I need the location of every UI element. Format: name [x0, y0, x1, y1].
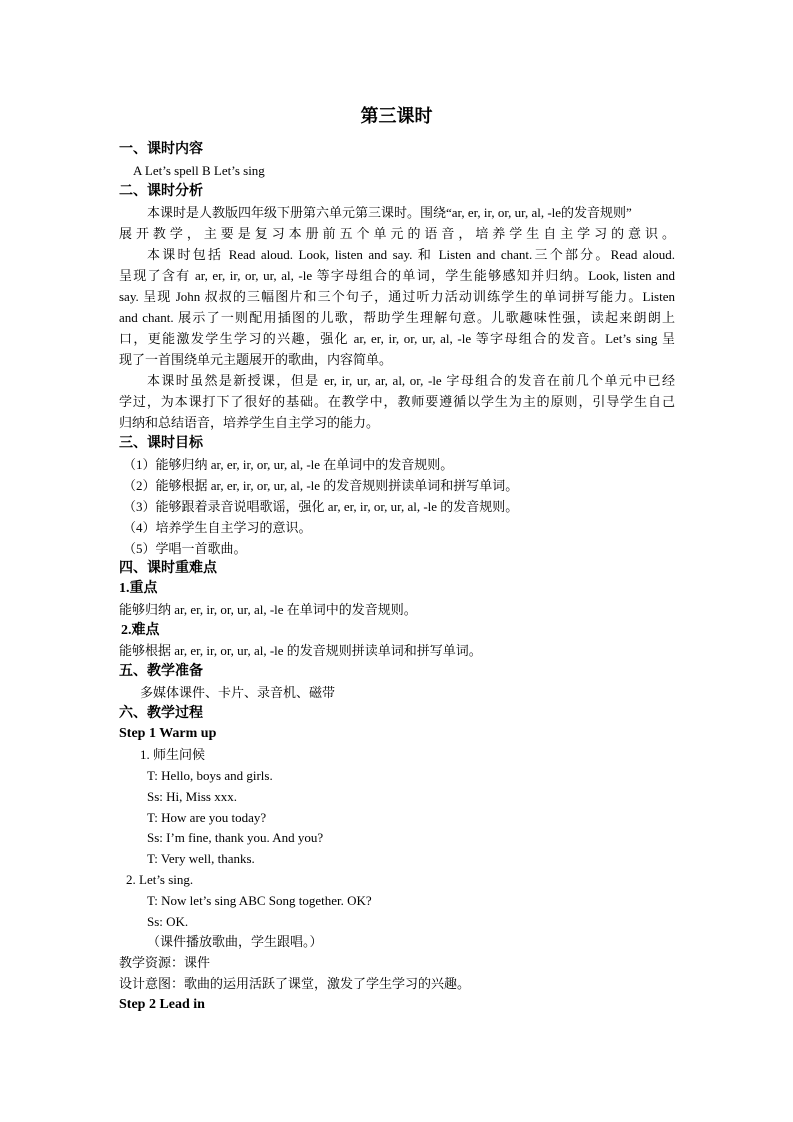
paragraph-line: say. 呈现 John 叔叔的三幅图片和三个句子，通过听力活动训练学生的单词拼写能力。Listen [119, 289, 675, 304]
paragraph-line: 归纳和总结语音，培养学生自主学习的能力。 [119, 415, 380, 430]
paragraph-line: 展开教学，主要是复习本册前五个单元的语音，培养学生自主学习的意识。 [119, 226, 675, 241]
section-5-heading: 五、教学准备 [119, 664, 203, 679]
step-1-label: Step 1 Warm up [119, 726, 217, 741]
page-title: 第三课时 [360, 106, 433, 126]
paragraph-line: 学过，为本课打下了很好的基础。在教学中，教师要遵循以学生为主的原则，引导学生自己 [119, 394, 675, 409]
paragraph-line: and chant. 展示了一则配用插图的儿歌，帮助学生理解句意。儿歌趣味性强，读起来朗朗上 [119, 310, 675, 325]
step-1-sub-2: 2. Let’s sing. [126, 872, 194, 887]
step-2-label: Step 2 Lead in [119, 997, 205, 1012]
objective-item: （3）能够跟着录音说唱歌谣，强化 ar, er, ir, or, ur, al, -le 的发音规则。 [123, 499, 519, 514]
key-point-label: 1.重点 [119, 581, 158, 596]
paragraph-line: 口，更能激发学生学习的兴趣，强化 ar, er, ir, or, ur, al, -le 等字母组合的发音。Let’s sing 呈 [119, 331, 675, 346]
design-intent: 设计意图：歌曲的运用活跃了课堂，激发了学生学习的兴趣。 [119, 976, 471, 991]
paragraph-line: 本课时是人教版四年级下册第六单元第三课时。围绕“ar, er, ir, or, ur, al, -le的发音规则” [147, 205, 632, 220]
dialog-line: T: How are you today? [147, 810, 267, 825]
difficult-point-label: 2.难点 [121, 623, 160, 638]
dialog-line: Ss: OK. [147, 914, 189, 929]
teaching-resource: 教学资源：课件 [119, 955, 211, 970]
objective-item: （5）学唱一首歌曲。 [123, 541, 247, 556]
paragraph-line: 本课时虽然是新授课，但是 er, ir, ur, ar, al, or, -le 字母组合的发音在前几个单元中已经 [147, 373, 675, 388]
objective-item: （1）能够归纳 ar, er, ir, or, ur, al, -le 在单词中的发音规则。 [123, 457, 454, 472]
section-1-content: A Let’s spell B Let’s sing [133, 163, 265, 178]
preparation-content: 多媒体课件、卡片、录音机、磁带 [140, 685, 336, 700]
objective-item: （4）培养学生自主学习的意识。 [123, 520, 312, 535]
section-3-heading: 三、课时目标 [119, 436, 203, 451]
section-2-heading: 二、课时分析 [119, 184, 203, 199]
dialog-line: Ss: I’m fine, thank you. And you? [147, 830, 324, 845]
paragraph-line: 呈现了含有 ar, er, ir, or, ur, al, -le 等字母组合的单词，学生能够感知并归纳。Look, listen and [119, 268, 675, 283]
section-1-heading: 一、课时内容 [119, 142, 203, 157]
step-1-note: （课件播放歌曲，学生跟唱。） [147, 934, 323, 949]
difficult-point-text: 能够根据 ar, er, ir, or, ur, al, -le 的发音规则拼读单词和拼写单词。 [119, 643, 482, 658]
dialog-line: T: Now let’s sing ABC Song together. OK? [147, 893, 372, 908]
dialog-line: Ss: Hi, Miss xxx. [147, 789, 237, 804]
paragraph-line: 本课时包括 Read aloud. Look, listen and say. 和 Listen and chant.三个部分。Read aloud. [147, 247, 675, 262]
step-1-sub-1: 1. 师生问候 [140, 747, 206, 762]
objective-item: （2）能够根据 ar, er, ir, or, ur, al, -le 的发音规则拼读单词和拼写单词。 [123, 478, 519, 493]
section-4-heading: 四、课时重难点 [119, 561, 217, 576]
dialog-line: T: Hello, boys and girls. [147, 768, 273, 783]
section-6-heading: 六、教学过程 [119, 706, 203, 721]
key-point-text: 能够归纳 ar, er, ir, or, ur, al, -le 在单词中的发音规则。 [119, 602, 417, 617]
dialog-line: T: Very well, thanks. [147, 851, 255, 866]
paragraph-line: 现了一首围绕单元主题展开的歌曲，内容简单。 [119, 352, 393, 367]
